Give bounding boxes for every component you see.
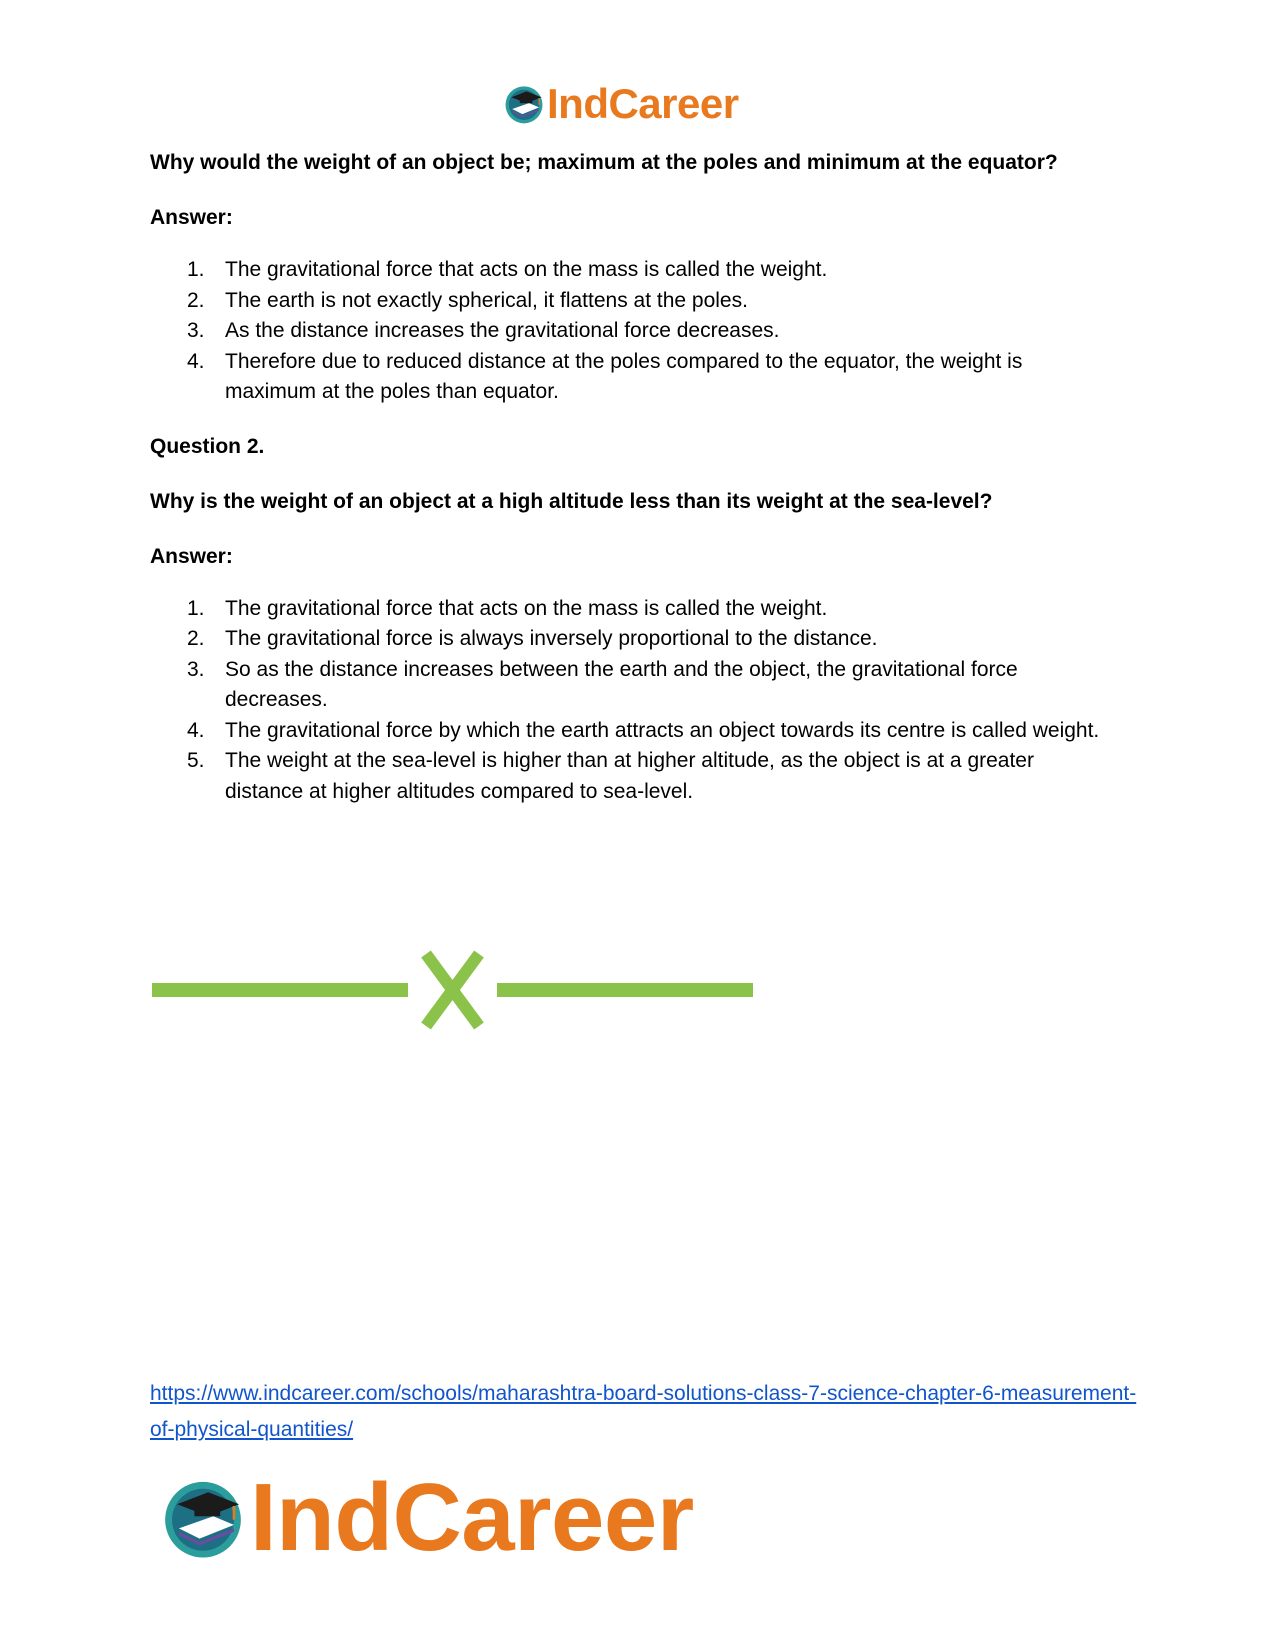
source-link[interactable]: https://www.indcareer.com/schools/maharashtra-board-solutions-class-7-science-chapter-6-measurement-of-physical-quantities/	[150, 1382, 1137, 1441]
logo-emblem-icon	[160, 1475, 246, 1561]
answer-label: Answer:	[150, 206, 233, 229]
logo-wordmark: IndCareer	[250, 1464, 694, 1571]
list-item: 1. The gravitational force that acts on the mass is called the weight.	[187, 258, 828, 281]
answer-list	[150, 594, 1110, 808]
list-item-text: The gravitational force that acts on the mass is called the weight.	[225, 258, 828, 281]
list-item-text: The weight at the sea-level is higher than at higher altitude, as the object is at a greater distance at higher altitudes compared to sea-level.	[225, 749, 1034, 803]
list-item-text: The gravitational force that acts on the mass is called the weight.	[225, 596, 828, 620]
list-item: 5. The weight at the sea-level is higher than at higher altitude, as the object is at a greater distance at higher altitudes compared to sea-level.	[187, 749, 1034, 803]
question-text: Why would the weight of an object be; maximum at the poles and minimum at the equator?	[150, 151, 1058, 174]
footer-logo	[160, 1464, 694, 1571]
list-item: 4. The gravitational force by which the earth attracts an object towards its centre is called weight.	[187, 718, 1100, 742]
list-item-text: Therefore due to reduced distance at the poles compared to the equator, the weight is maximum at the poles than equator.	[225, 349, 1023, 403]
question-heading: Question 2.	[150, 434, 265, 458]
list-item: 2. The gravitational force is always inversely proportional to the distance.	[187, 627, 878, 650]
logo-wordmark: IndCareer	[547, 80, 739, 127]
answer-list	[150, 255, 1110, 408]
list-item-text: As the distance increases the gravitational force decreases.	[225, 319, 780, 342]
list-item-text: The gravitational force by which the earth attracts an object towards its centre is called weight.	[225, 718, 1100, 742]
list-item: 3. So as the distance increases between the earth and the object, the gravitational force decreases.	[187, 657, 1018, 711]
answer-label: Answer:	[150, 544, 233, 568]
list-item-text: The earth is not exactly spherical, it flattens at the poles.	[225, 288, 748, 312]
list-item-text: The gravitational force is always inversely proportional to the distance.	[225, 627, 878, 650]
list-item: 1. The gravitational force that acts on the mass is called the weight.	[187, 596, 828, 620]
list-item: 2. The earth is not exactly spherical, it flattens at the poles.	[187, 288, 748, 312]
question-text: Why is the weight of an object at a high altitude less than its weight at the sea-level?	[150, 489, 993, 513]
x-divider-icon	[150, 950, 755, 1030]
logo-emblem-icon	[503, 83, 545, 125]
list-item-text: So as the distance increases between the earth and the object, the gravitational force decreases.	[225, 657, 1018, 711]
list-item: 4. Therefore due to reduced distance at the poles compared to the equator, the weight is maximum at the poles than equator.	[187, 349, 1023, 403]
document-body	[150, 148, 1110, 807]
list-item: 3. As the distance increases the gravitational force decreases.	[187, 319, 780, 342]
header-logo	[503, 80, 739, 128]
